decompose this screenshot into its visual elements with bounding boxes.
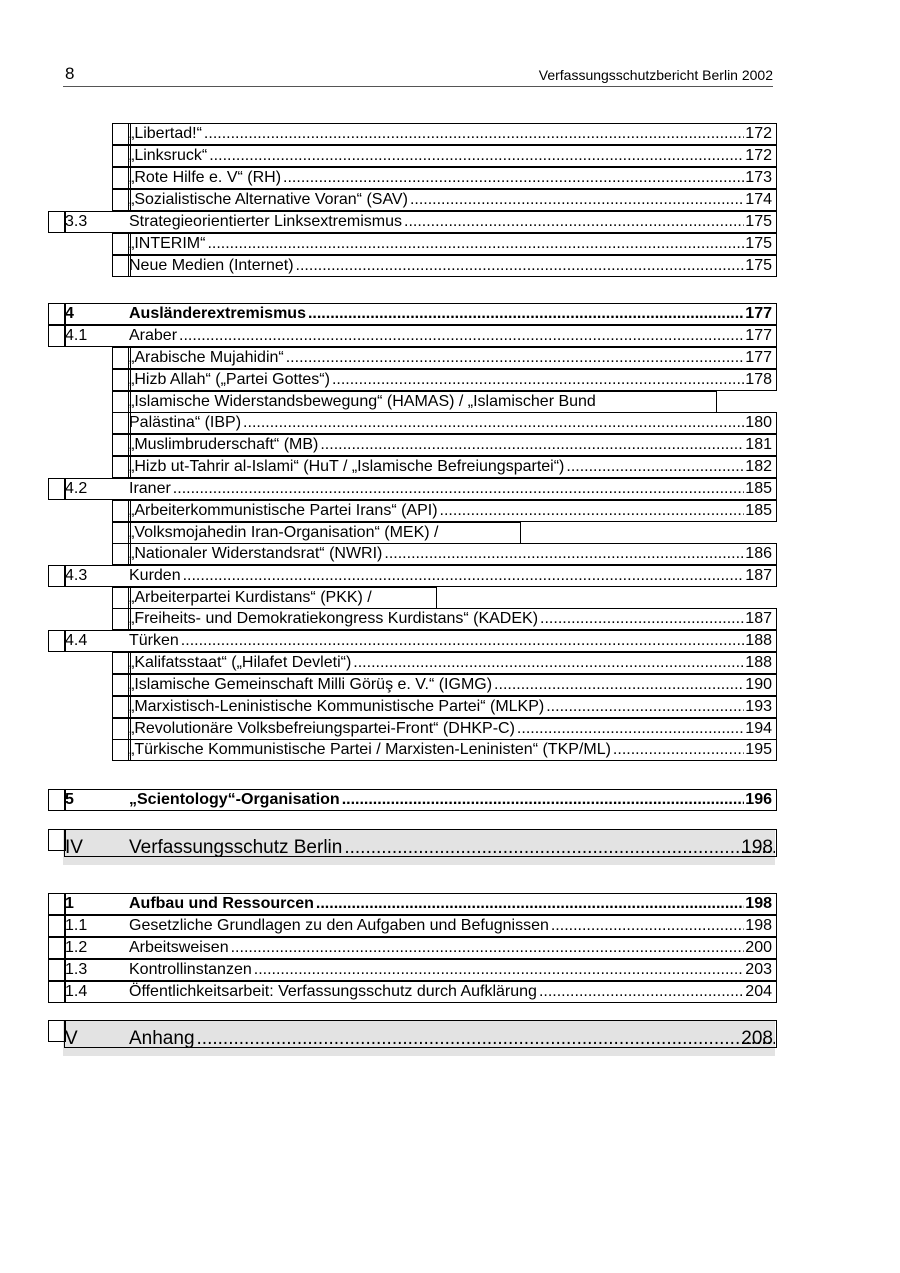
toc-entry-page: 198: [745, 917, 772, 934]
toc-entry-title: „Islamische Widerstandsbewegung“ (HAMAS) / „Islamischer Bund: [129, 393, 596, 410]
toc-entry-page: 178: [745, 371, 772, 388]
toc-entry-number: 1.1: [65, 917, 88, 934]
toc-entry-number: 1.3: [65, 961, 88, 978]
dot-leader: [330, 370, 772, 390]
toc-entry-page: 182: [745, 458, 772, 475]
toc-entry-title: Anhang: [129, 1028, 195, 1049]
toc-entry-number: 1: [65, 895, 74, 912]
toc-entry[interactable]: [0, 255, 900, 277]
dot-leader: [195, 1028, 775, 1050]
toc-entry[interactable]: [0, 739, 900, 761]
toc-entry[interactable]: [0, 543, 900, 565]
toc-entry[interactable]: [0, 325, 900, 347]
dot-leader: [202, 124, 772, 144]
toc-entry-number: 5: [65, 791, 74, 808]
dot-leader: [281, 168, 772, 188]
toc-entry[interactable]: [0, 630, 900, 652]
toc-entry-title: „Marxistisch-Leninistische Kommunistische Partei“ (MLKP): [129, 698, 545, 715]
toc-entry-title: „Arbeiterpartei Kurdistans“ (PKK) /: [129, 589, 372, 606]
toc-entry-page: 177: [745, 349, 772, 366]
dot-leader: [544, 697, 772, 717]
dot-leader: [596, 392, 772, 412]
dot-leader: [229, 938, 772, 958]
toc-entry[interactable]: [0, 391, 900, 413]
dot-leader: [205, 234, 772, 254]
toc-entry-page: 198: [741, 837, 773, 858]
toc-entry-title: „Nationaler Widerstandsrat“ (NWRI): [129, 545, 383, 562]
toc-entry-number: 4.1: [65, 327, 88, 344]
toc-entry-page: 177: [745, 327, 772, 344]
toc-entry-title: Aufbau und Ressourcen: [129, 895, 314, 912]
toc-entry-page: 188: [745, 654, 772, 671]
dot-leader: [351, 653, 772, 673]
dot-leader: [438, 501, 772, 521]
toc-entry[interactable]: [0, 233, 900, 255]
toc-entry-number: IV: [65, 837, 83, 858]
toc-entry-page: 196: [745, 791, 772, 808]
toc-entry-title: „Hizb ut-Tahrir al-Islami“ (HuT / „Islamische Befreiungspartei“): [129, 458, 565, 475]
toc-entry-title: „Sozialistische Alternative Voran“ (SAV): [129, 191, 408, 208]
dot-leader: [207, 146, 772, 166]
dot-leader: [408, 190, 772, 210]
toc-entry[interactable]: [0, 959, 900, 981]
toc-entry[interactable]: [0, 456, 900, 478]
dot-leader: [252, 960, 772, 980]
toc-entry-page: 193: [745, 698, 772, 715]
toc-entry-page: 175: [745, 235, 772, 252]
toc-entry[interactable]: [0, 369, 900, 391]
toc-entry[interactable]: [0, 937, 900, 959]
toc-entry-page: 203: [745, 961, 772, 978]
toc-entry-page: 187: [745, 567, 772, 584]
toc-entry-title: Iraner: [129, 480, 171, 497]
toc-entry-title: Kurden: [129, 567, 181, 584]
dot-leader: [537, 982, 772, 1002]
toc-entry-title: „Kalifatsstaat“ („Hilafet Devleti“): [129, 654, 352, 671]
dot-leader: [294, 256, 772, 276]
toc-entry-page: 180: [745, 414, 772, 431]
toc-entry-title: „INTERIM“: [129, 235, 206, 252]
toc-entry-title: Türken: [129, 632, 179, 649]
toc-entry-page: 175: [745, 257, 772, 274]
dot-leader: [171, 479, 772, 499]
toc-entry-page: 195: [745, 741, 772, 758]
toc-entry-page: 188: [745, 632, 772, 649]
dot-leader: [177, 326, 772, 346]
dot-leader: [340, 790, 772, 810]
toc-entry[interactable]: [0, 789, 900, 811]
dot-leader: [402, 212, 772, 232]
dot-leader: [564, 457, 772, 477]
toc-entry-title: Ausländerextremismus: [129, 305, 306, 322]
toc-entry[interactable]: [0, 674, 900, 696]
toc-entry[interactable]: [63, 1020, 775, 1056]
toc-entry-title: Strategieorientierter Linksextremismus: [129, 213, 402, 230]
toc-entry-title: „Hizb Allah“ („Partei Gottes“): [129, 371, 330, 388]
toc-entry-number: 4.2: [65, 480, 88, 497]
toc-entry-title: „Arbeiterkommunistische Partei Irans“ (API): [129, 502, 438, 519]
toc-entry[interactable]: [0, 915, 900, 937]
toc-entry[interactable]: [0, 145, 900, 167]
toc-entry-number: 1.2: [65, 939, 88, 956]
toc-entry-title: „Rote Hilfe e. V“ (RH): [129, 169, 282, 186]
toc-entry-title: Arbeitsweisen: [129, 939, 229, 956]
toc-entry[interactable]: [0, 434, 900, 456]
toc-entry[interactable]: [0, 981, 900, 1003]
toc-entry-title: Gesetzliche Grundlagen zu den Aufgaben und Befugnissen: [129, 917, 549, 934]
toc-entry-title: „Volksmojahedin Iran-Organisation“ (MEK) /: [129, 524, 439, 541]
toc-entry-page: 190: [745, 676, 772, 693]
dot-leader: [492, 675, 772, 695]
toc-entry-title: „Linksruck“: [129, 147, 208, 164]
toc-entry-title: Öffentlichkeitsarbeit: Verfassungsschutz durch Aufklärung: [129, 983, 537, 1000]
dot-leader: [372, 588, 772, 608]
toc-entry-page: 185: [745, 502, 772, 519]
toc-entry-title: Kontrollinstanzen: [129, 961, 252, 978]
toc-entry-number: 4.4: [65, 632, 88, 649]
toc-entry-number: 1.4: [65, 983, 88, 1000]
dot-leader: [549, 916, 772, 936]
toc-entry[interactable]: [0, 608, 900, 630]
toc-entry-title: „Revolutionäre Volksbefreiungspartei-Front“ (DHKP-C): [129, 720, 515, 737]
dot-leader: [382, 544, 772, 564]
toc-entry-title: Palästina“ (IBP): [129, 414, 242, 431]
toc-entry-title: Araber: [129, 327, 178, 344]
toc-entry[interactable]: [0, 189, 900, 211]
toc-entry-page: 181: [745, 436, 772, 453]
toc-entry[interactable]: [0, 696, 900, 718]
toc-entry-number: V: [65, 1028, 78, 1049]
dot-leader: [306, 304, 772, 324]
dot-leader: [284, 348, 772, 368]
toc-entry-title: „Arabische Mujahidin“: [129, 349, 284, 366]
dot-leader: [179, 631, 772, 651]
toc-entry-title: Verfassungsschutz Berlin: [129, 837, 343, 858]
dot-leader: [342, 837, 775, 859]
toc-entry-page: 194: [745, 720, 772, 737]
dot-leader: [438, 523, 772, 543]
toc-entry[interactable]: [0, 587, 900, 609]
toc-entry-page: 186: [745, 545, 772, 562]
dot-leader: [314, 894, 772, 914]
dot-leader: [318, 435, 772, 455]
toc-entry-title: „Libertad!“: [129, 125, 202, 142]
toc-entry-page: 204: [745, 983, 772, 1000]
toc-entry[interactable]: [0, 500, 900, 522]
toc-entry-title: „Türkische Kommunistische Partei / Marxisten-Leninisten“ (TKP/ML): [129, 741, 611, 758]
toc-entry-page: 200: [745, 939, 772, 956]
toc-entry-page: 172: [745, 147, 772, 164]
toc-entry[interactable]: [0, 565, 900, 587]
toc-entry-title: „Muslimbruderschaft“ (MB): [129, 436, 319, 453]
toc-entry[interactable]: [0, 478, 900, 500]
dot-leader: [538, 609, 772, 629]
toc-entry[interactable]: [0, 123, 900, 145]
toc-entry-page: 208: [741, 1028, 773, 1049]
dot-leader: [181, 566, 772, 586]
toc-entry-page: 173: [745, 169, 772, 186]
page-number: 8: [65, 64, 75, 83]
toc-entry[interactable]: [0, 211, 900, 233]
dot-leader: [515, 719, 772, 739]
toc-entry-page: 187: [745, 610, 772, 627]
toc-entry-page: 172: [745, 125, 772, 142]
toc-entry-page: 185: [745, 480, 772, 497]
toc-entry-page: 175: [745, 213, 772, 230]
toc-entry-number: 4: [65, 305, 74, 322]
toc-entry[interactable]: [0, 522, 900, 544]
toc-entry-title: „Freiheits- und Demokratiekongress Kurdistans“ (KADEK): [129, 610, 539, 627]
toc-entry[interactable]: [0, 167, 900, 189]
dot-leader: [241, 413, 772, 433]
toc-entry-page: 198: [745, 895, 772, 912]
toc-entry[interactable]: [0, 652, 900, 674]
report-title: Verfassungsschutzbericht Berlin 2002: [538, 67, 773, 83]
toc-entry[interactable]: [0, 347, 900, 369]
toc-entry-title: Neue Medien (Internet): [129, 257, 294, 274]
toc-entry[interactable]: [0, 303, 900, 325]
toc-entry-number: 4.3: [65, 567, 88, 584]
toc-entry[interactable]: [63, 829, 775, 865]
toc-entry-title: „Scientology“-Organisation: [129, 791, 340, 808]
toc-entry-page: 174: [745, 191, 772, 208]
toc-entry[interactable]: [0, 412, 900, 434]
toc-entry[interactable]: [0, 893, 900, 915]
toc-entry-page: 177: [745, 305, 772, 322]
toc-entry-title: „Islamische Gemeinschaft Milli Görüş e. V.“ (IGMG): [129, 676, 493, 693]
toc-entry-number: 3.3: [65, 213, 88, 230]
toc-entry[interactable]: [0, 718, 900, 740]
